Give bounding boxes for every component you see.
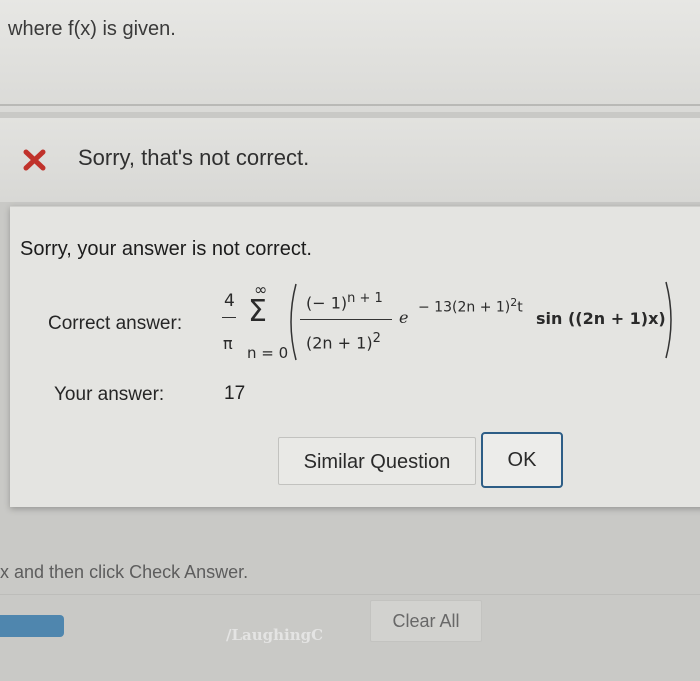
exponential-base: e xyxy=(399,308,409,327)
divider xyxy=(0,104,700,106)
sum-lower-limit: n = 0 xyxy=(247,344,289,362)
exponent xyxy=(418,296,523,316)
exponent-base: − 13(2n + 1) xyxy=(418,299,511,316)
dialog-message: Sorry, your answer is not correct. xyxy=(20,238,312,260)
exponent-square: 2 xyxy=(510,296,518,309)
divider xyxy=(0,594,700,595)
correct-answer-label: Correct answer: xyxy=(48,313,183,334)
sum-upper-limit: ∞ xyxy=(254,280,268,299)
your-answer-value: 17 xyxy=(224,383,246,404)
fraction-numerator xyxy=(306,291,383,312)
exponent-t: t xyxy=(517,299,523,316)
instruction-text: x and then click Check Answer. xyxy=(0,562,249,582)
background-page-top xyxy=(0,0,700,112)
sine-term: sin ((2n + 1)x) xyxy=(536,309,666,328)
watermark: /LaughingC xyxy=(226,626,324,644)
fraction-denominator-base: (2n + 1) xyxy=(306,333,373,353)
coefficient-fraction-bar xyxy=(222,317,236,318)
left-paren xyxy=(284,282,298,362)
coefficient-denominator: π xyxy=(223,334,233,353)
check-answer-button[interactable] xyxy=(0,615,64,637)
fraction-denominator xyxy=(306,331,381,352)
problem-text: where f(x) is given. xyxy=(8,18,176,40)
x-icon xyxy=(22,147,48,173)
right-paren xyxy=(664,280,678,360)
fraction-numerator-base: (− 1) xyxy=(306,293,348,313)
fraction-denominator-exponent: 2 xyxy=(372,331,381,346)
clear-all-button[interactable]: Clear All xyxy=(370,600,482,642)
feedback-text: Sorry, that's not correct. xyxy=(78,145,310,170)
fraction-numerator-exponent: n + 1 xyxy=(347,291,383,306)
sum-symbol: Σ xyxy=(248,294,267,329)
similar-question-button[interactable]: Similar Question xyxy=(278,437,476,485)
fraction-bar xyxy=(300,319,392,320)
your-answer-label: Your answer: xyxy=(54,384,165,405)
coefficient-numerator: 4 xyxy=(224,291,235,311)
ok-button[interactable]: OK xyxy=(481,432,563,488)
